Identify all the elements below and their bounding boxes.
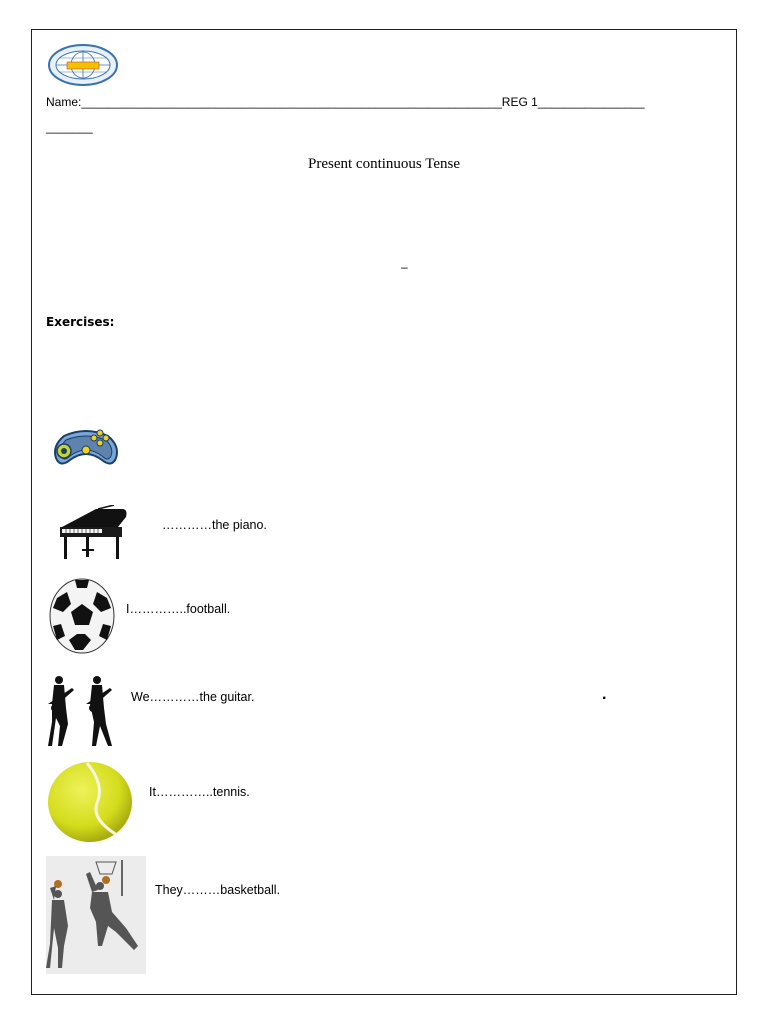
school-logo — [47, 43, 119, 87]
page-title: Present continuous Tense — [308, 156, 460, 172]
exercise-text-football: I…………..football. — [126, 602, 231, 616]
exercise-text-basketball: They………basketball. — [155, 883, 281, 897]
name-continuation-line[interactable]: _______ — [46, 120, 93, 134]
exercise-text-piano: …………the piano. — [162, 518, 267, 532]
guitar-players-icon — [46, 674, 116, 748]
soccer-ball-icon — [49, 578, 115, 654]
dash: – — [401, 260, 408, 274]
name-line[interactable]: Name:_______________________________________________________________REG 1________________ — [46, 95, 645, 109]
exercise-text-guitar: We…………the guitar. — [131, 690, 255, 704]
gamepad-icon — [50, 416, 122, 474]
tennis-ball-icon — [47, 761, 133, 843]
basketball-players-icon — [46, 856, 146, 974]
exercise-text-tennis: It…………..tennis. — [149, 785, 250, 799]
exercises-heading: Exercises: — [46, 315, 115, 329]
stray-dot: . — [602, 686, 607, 703]
page-border — [31, 29, 737, 995]
piano-icon — [56, 505, 130, 563]
